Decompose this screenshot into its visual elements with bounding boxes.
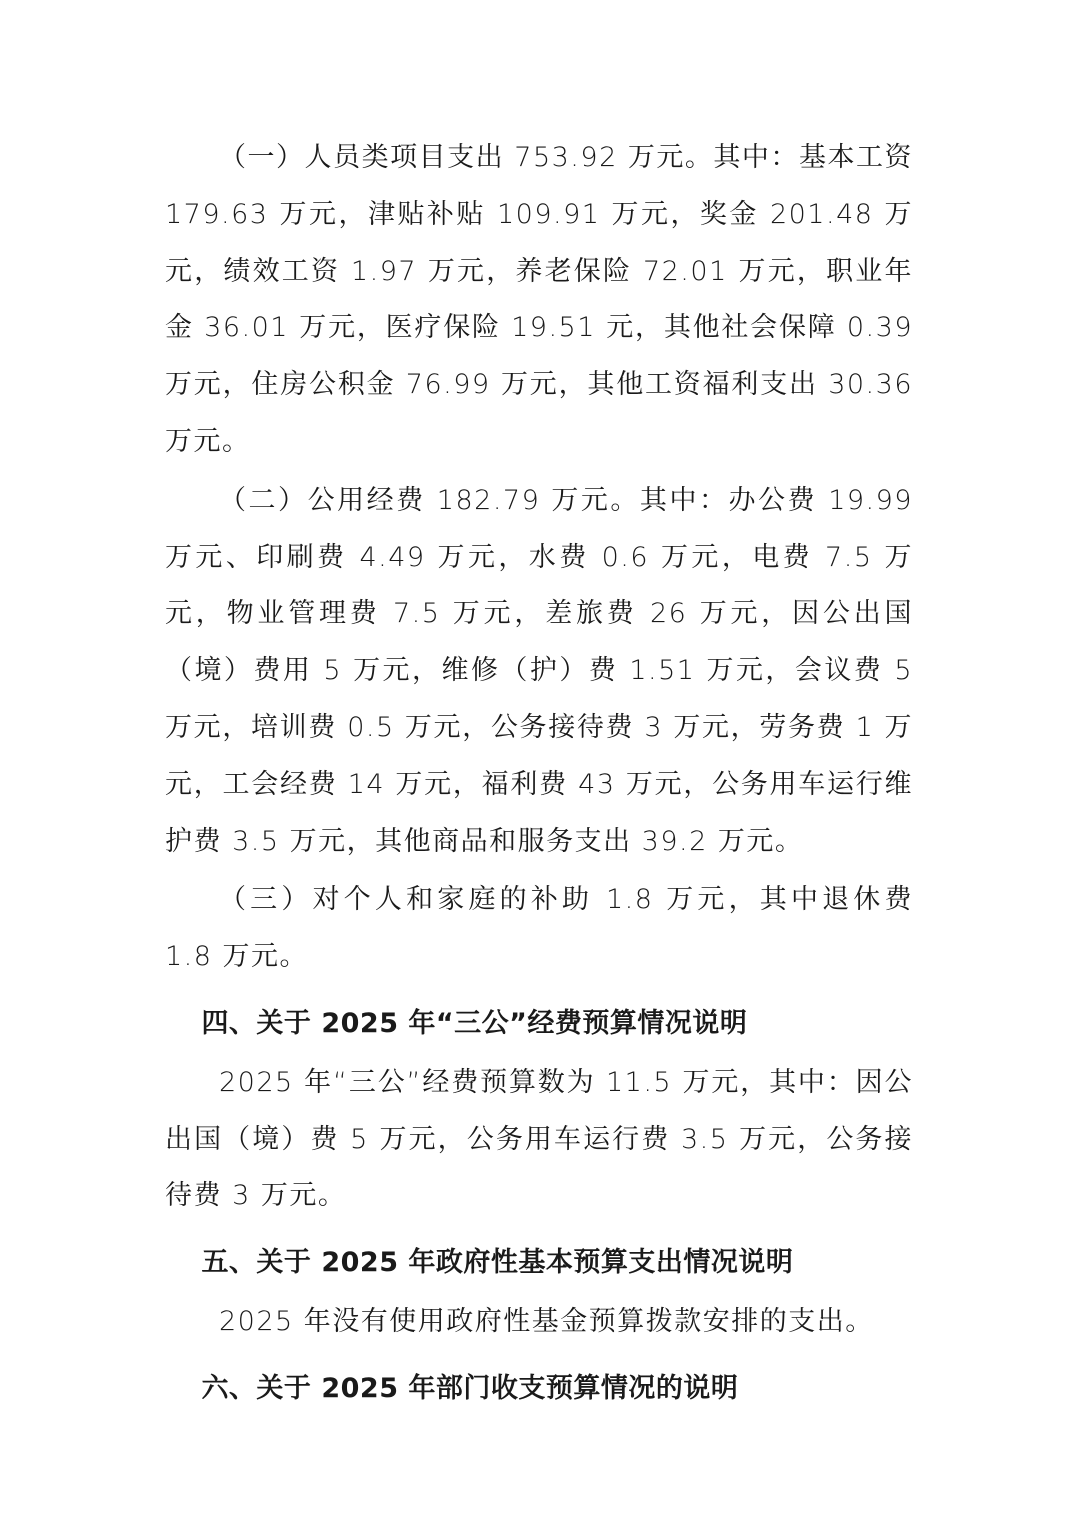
- paragraph-public-funds: （二）公用经费 182.79 万元。其中：办公费 19.99 万元、印刷费 4.49 万元，水费 0.6 万元，电费 7.5 万元，物业管理费 7.5 万元，差旅费 26 万元，因公出国（境）费用 5 万元，维修（护）费 1.51 万元，会议费 5 万元，培训费 0.5 万元，公务接待费 3 万元，劳务费 1 万元，工会经费 14 万元，福利费 43 万元，公务用车运行维护费 3.5 万元，其他商品和服务支出 39.2 万元。: [165, 484, 913, 857]
- paragraph-personnel-expenses: （一）人员类项目支出 753.92 万元。其中：基本工资 179.63 万元，津贴补贴 109.91 万元，奖金 201.48 万元，绩效工资 1.97 万元，养老保险 72.01 万元，职业年金 36.01 万元，医疗保险 19.51 元，其他社会保障 0.39 万元，住房公积金 76.99 万元，其他工资福利支出 30.36 万元。: [165, 142, 913, 457]
- paragraph-three-public-expenses: 2025 年“三公”经费预算数为 11.5 万元，其中：因公出国（境）费 5 万元，公务用车运行费 3.5 万元，公务接待费 3 万元。: [165, 1066, 913, 1212]
- paragraph-household-subsidy: （三）对个人和家庭的补助 1.8 万元，其中退休费 1.8 万元。: [165, 884, 913, 973]
- paragraph-government-fund-budget: 2025 年没有使用政府性基金预算拨款安排的支出。: [219, 1305, 874, 1337]
- section-heading-government-fund-budget: 五、关于 2025 年政府性基本预算支出情况说明: [201, 1247, 794, 1279]
- section-heading-three-public-expenses: 四、关于 2025 年“三公”经费预算情况说明: [201, 1007, 748, 1039]
- section-heading-department-budget: 六、关于 2025 年部门收支预算情况的说明: [201, 1372, 739, 1404]
- document-page: [165, 130, 913, 1418]
